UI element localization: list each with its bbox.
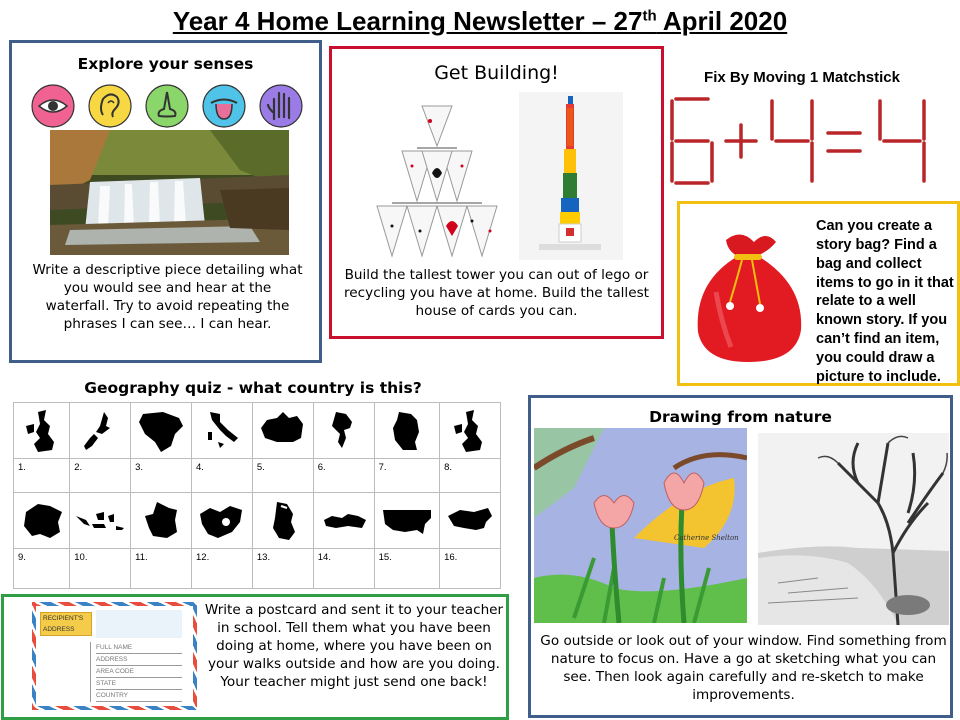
- senses-text: Write a descriptive piece detailing what you would see and hear at the waterfall. Try to avoid repeating the phrases I can see… I can hear.: [32, 262, 303, 333]
- geography-quiz-grid: [13, 402, 501, 588]
- digit-4-first: [772, 101, 812, 181]
- quiz-number: 5.: [252, 459, 313, 493]
- country-shape-9: [14, 493, 70, 549]
- senses-icon-row: [31, 83, 303, 129]
- ear-icon: [89, 85, 131, 127]
- matchstick-heading: Fix By Moving 1 Matchstick: [704, 69, 900, 86]
- quiz-number: 11.: [131, 549, 192, 589]
- plus-sign: [726, 125, 756, 157]
- country-shape-2: [70, 403, 131, 459]
- quiz-number: 2.: [70, 459, 131, 493]
- matchstick-figure: [668, 95, 950, 189]
- waterfall-photo: [50, 130, 289, 255]
- matchstick-equation: [668, 95, 950, 189]
- quiz-number: 6.: [313, 459, 374, 493]
- postcard-panel: [1, 594, 509, 720]
- country-shape-1: [14, 403, 70, 459]
- country-shape-6: [313, 403, 374, 459]
- nature-panel: [528, 395, 953, 718]
- geography-heading: Geography quiz - what country is this?: [84, 379, 422, 397]
- house-of-cards-photo: [362, 101, 512, 259]
- eye-icon: [32, 85, 74, 127]
- postcard-recipient-label: RECIPIENT'S ADDRESS: [40, 612, 92, 636]
- hand-icon: [260, 85, 302, 127]
- equals-sign: [828, 133, 860, 151]
- red-bag-icon: [686, 222, 811, 367]
- senses-panel: [9, 40, 322, 363]
- quiz-number: 9.: [14, 549, 70, 589]
- tree-sketch: [758, 433, 949, 625]
- flower-painting: [534, 428, 747, 623]
- postcard-divider: [90, 642, 91, 702]
- country-shape-3: [131, 403, 192, 459]
- quiz-number: 15.: [374, 549, 439, 589]
- country-shape-12: [192, 493, 253, 549]
- country-shape-10: [70, 493, 131, 549]
- postcard-field: ADDRESS: [96, 654, 182, 666]
- country-shape-16: [440, 493, 501, 549]
- quiz-number: 14.: [313, 549, 374, 589]
- painting-signature: Catherine Shelton: [674, 534, 739, 542]
- nature-text: Go outside or look out of your window. Find something from nature to focus on. Have a go at sketching what you can see. Then look again carefully and re-sketch to make improvements.: [540, 633, 947, 704]
- postcard-image: [32, 602, 197, 710]
- quiz-number: 7.: [374, 459, 439, 493]
- quiz-number: 8.: [440, 459, 501, 493]
- newsletter-title: Year 4 Home Learning Newsletter – 27th April 2020: [172, 6, 788, 36]
- postcard-field: AREA CODE: [96, 666, 182, 678]
- country-shape-4: [192, 403, 253, 459]
- quiz-number: 1.: [14, 459, 70, 493]
- quiz-number: 3.: [131, 459, 192, 493]
- quiz-number: 16.: [440, 549, 501, 589]
- building-heading: Get Building!: [434, 62, 559, 84]
- story-bag-panel: [677, 201, 960, 386]
- nature-heading: Drawing from nature: [649, 408, 832, 426]
- country-shape-15: [374, 493, 439, 549]
- senses-heading: Explore your senses: [77, 55, 254, 73]
- country-shape-11: [131, 493, 192, 549]
- postcard-field: FULL NAME: [96, 642, 182, 654]
- building-text: Build the tallest tower you can out of lego or recycling you have at home. Build the tallest house of cards you can.: [344, 267, 649, 320]
- quiz-number: 12.: [192, 549, 253, 589]
- story-bag-text: Can you create a story bag? Find a bag and collect items to go in it that relate to a well known story. If you can’t find an item, you could draw a picture to include.: [816, 218, 954, 385]
- tongue-icon: [203, 85, 245, 127]
- country-shape-5: [252, 403, 313, 459]
- digit-6: [672, 99, 712, 183]
- postcard-field: STATE: [96, 678, 182, 690]
- lego-tower-photo: [519, 92, 623, 260]
- postcard-text: Write a postcard and sent it to your teacher in school. Tell them what you have been doing at home, where you have been on your walks outside and how are you doing. Your teacher might just send one back!: [204, 602, 504, 691]
- quiz-number: 10.: [70, 549, 131, 589]
- country-shape-13: [252, 493, 313, 549]
- nose-icon: [146, 85, 188, 127]
- postcard-field: COUNTRY: [96, 690, 182, 702]
- building-panel: [329, 46, 664, 339]
- quiz-number: 13.: [252, 549, 313, 589]
- quiz-table: [13, 402, 501, 589]
- quiz-number: 4.: [192, 459, 253, 493]
- story-bag-image: [686, 222, 811, 367]
- digit-4-second: [880, 101, 924, 181]
- country-shape-14: [313, 493, 374, 549]
- country-shape-8: [440, 403, 501, 459]
- postcard-stamp-area: [96, 610, 182, 638]
- postcard-fields: [96, 642, 182, 702]
- senses-icons: [31, 83, 303, 129]
- country-shape-7: [374, 403, 439, 459]
